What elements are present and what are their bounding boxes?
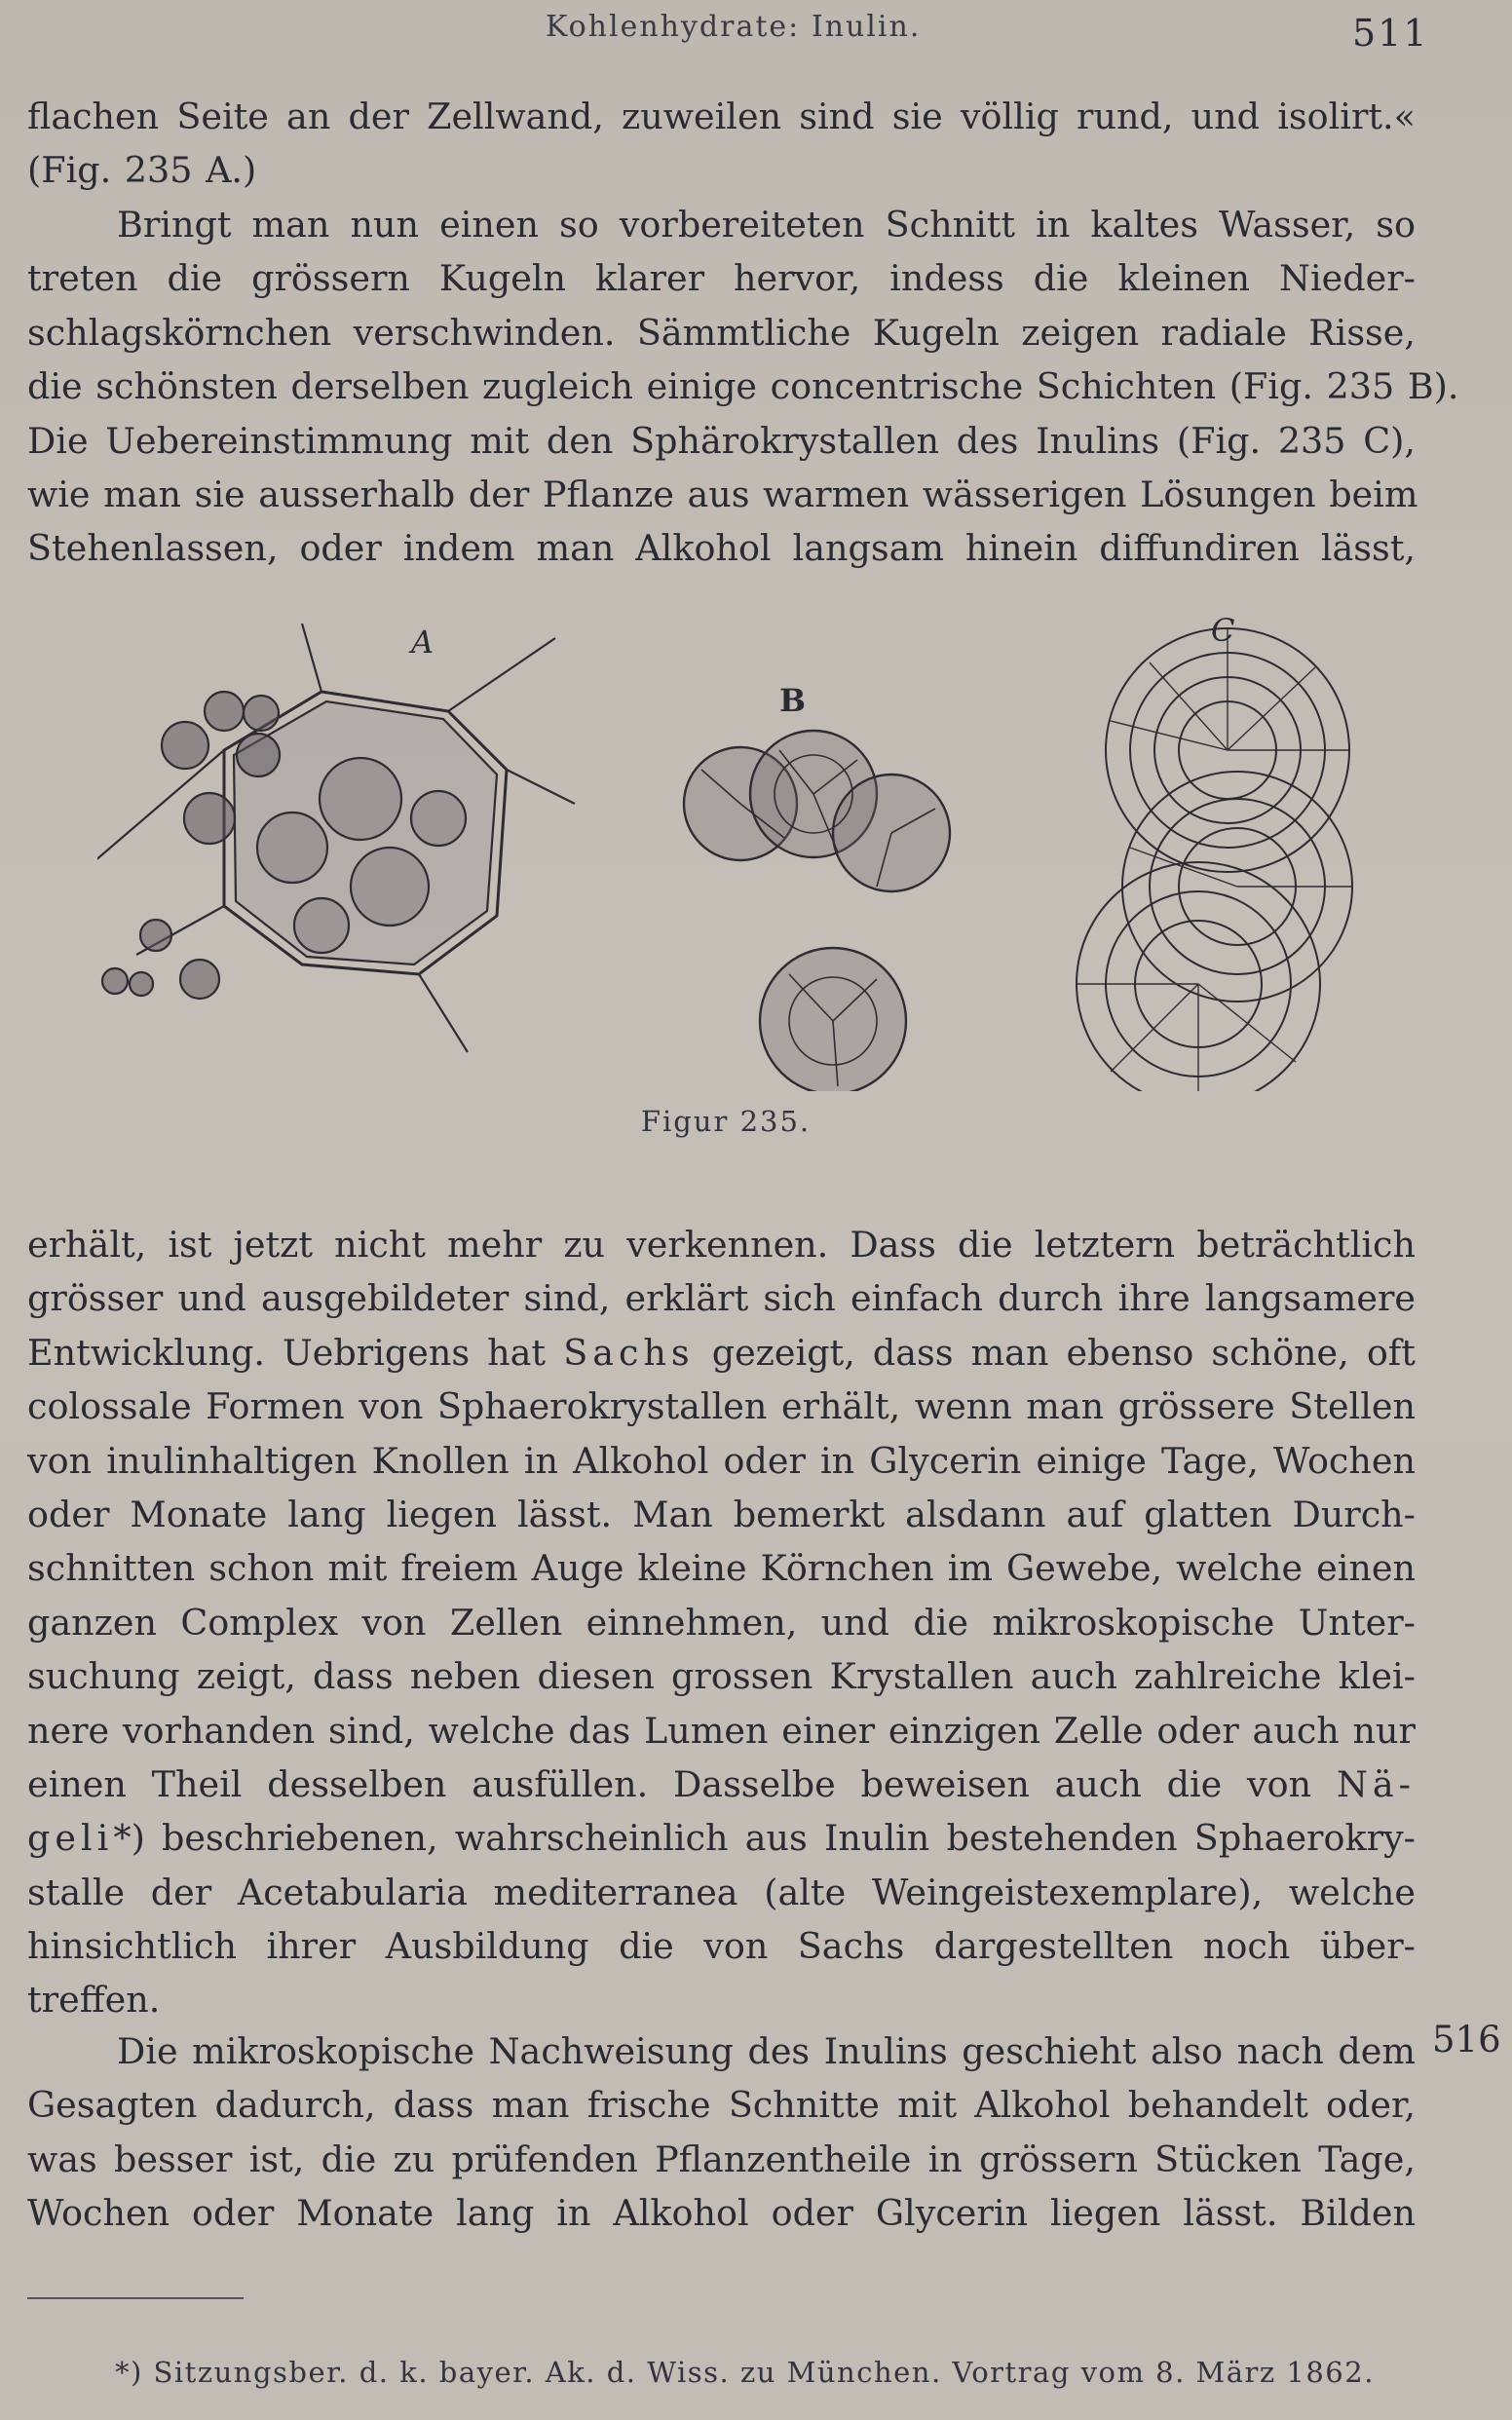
author-name-naegeli-part1: Nä- [1336,1762,1416,1805]
paragraph-sachs-naegeli [27,1218,1416,2027]
panel-b-drawing [684,731,950,1091]
text-line: von inulinhaltigen Knollen in Alkohol oder in Glycerin einige Tage, Wochen [27,1439,1416,1482]
figure-caption: Figur 235. [640,1105,812,1138]
figure-label-c: C [1211,612,1235,649]
text-line: suchung zeigt, dass neben diesen grossen Krystallen auch zahlreiche klei- [27,1655,1416,1698]
text-line: Die Uebereinstimmung mit den Sphärokrystallen des Inulins (Fig. 235 C), [27,419,1416,462]
figure-label-b: B [779,682,807,719]
text-run: *) beschriebenen, wahrscheinlich aus Inulin bestehenden Sphaerokry- [113,1817,1416,1860]
text-line: nere vorhanden sind, welche das Lumen einer einzigen Zelle oder auch nur [27,1709,1416,1752]
text-line: oder Monate lang liegen lässt. Man bemerkt alsdann auf glatten Durch- [27,1493,1416,1535]
figure-illustration [97,624,1403,1091]
text-line: die schönsten derselben zugleich einige concentrische Schichten (Fig. 235 B). [27,365,1459,408]
footnote-divider [27,2297,244,2299]
text-line: grösser und ausgebildeter sind, erklärt sich einfach durch ihre langsamere [27,1277,1416,1320]
text-line [27,1811,1416,1865]
panel-c-drawing [1077,628,1352,1091]
text-run: einen Theil desselben ausfüllen. Dasselbe beweisen auch die von [27,1762,1312,1805]
paragraph-continuation [27,90,1416,198]
text-line: hinsichtlich ihrer Ausbildung die von Sachs dargestellten noch über- [27,1925,1416,1968]
text-run: gezeigt, dass man ebenso schöne, oft [711,1331,1416,1374]
text-line: Wochen oder Monate lang in Alkohol oder Glycerin liegen lässt. Bilden [27,2192,1416,2235]
text-line: schlagskörnchen verschwinden. Sämmtliche Kugeln zeigen radiale Risse, [27,311,1416,354]
paragraph-schnitt-wasser [27,198,1459,576]
footnote: *) Sitzungsber. d. k. bayer. Ak. d. Wiss. zu München. Vortrag vom 8. März 1862. [115,2356,1375,2389]
text-line: stalle der Acetabularia mediterranea (alte Weingeistexemplare), welche [27,1871,1416,1913]
text-run: Entwicklung. Uebrigens hat [27,1331,547,1374]
text-line: Die mikroskopische Nachweisung des Inulins geschieht also nach dem [117,2030,1416,2072]
text-line: colossale Formen von Sphaerokrystallen erhält, wenn man grössere Stellen [27,1385,1416,1428]
figure-235 [97,612,1403,1169]
text-line: treten die grössern Kugeln klarer hervor, indess die kleinen Nieder- [27,257,1416,300]
text-line: Bringt man nun einen so vorbereiteten Schnitt in kaltes Wasser, so [117,204,1416,246]
text-line: was besser ist, die zu prüfenden Pflanzentheile in grössern Stücken Tage, [27,2137,1416,2180]
text-line [27,1758,1416,1811]
paragraph-nachweisung [27,2024,1416,2241]
text-line: ganzen Complex von Zellen einnehmen, und die mikroskopische Unter- [27,1601,1416,1644]
author-name-sachs: Sachs [563,1331,695,1374]
text-line: schnitten schon mit freiem Auge kleine Körnchen im Gewebe, welche einen [27,1547,1416,1590]
text-line: (Fig. 235 A.) [27,149,257,192]
text-line [27,1326,1416,1380]
text-line: Stehenlassen, oder indem man Alkohol langsam hinein diffundiren lässt, [27,527,1416,570]
running-title: Kohlenhydrate: Inulin. [546,10,922,44]
text-line: treffen. [27,1979,161,2022]
text-line: Gesagten dadurch, dass man frische Schnitte mit Alkohol behandelt oder, [27,2084,1416,2127]
figure-label-a: A [411,624,435,661]
margin-reference-number: 516 [1432,2019,1501,2061]
page-number: 511 [1352,12,1429,55]
running-head [0,4,1512,55]
text-line: flachen Seite an der Zellwand, zuweilen sind sie völlig rund, und isolirt.« [27,95,1416,137]
text-line: erhält, ist jetzt nicht mehr zu verkennen. Dass die letztern beträchtlich [27,1224,1416,1266]
panel-a-drawing [97,624,575,1052]
author-name-naegeli-part2: geli [27,1817,114,1860]
text-line: wie man sie ausserhalb der Pflanze aus warmen wässerigen Lösungen beim [27,473,1418,515]
